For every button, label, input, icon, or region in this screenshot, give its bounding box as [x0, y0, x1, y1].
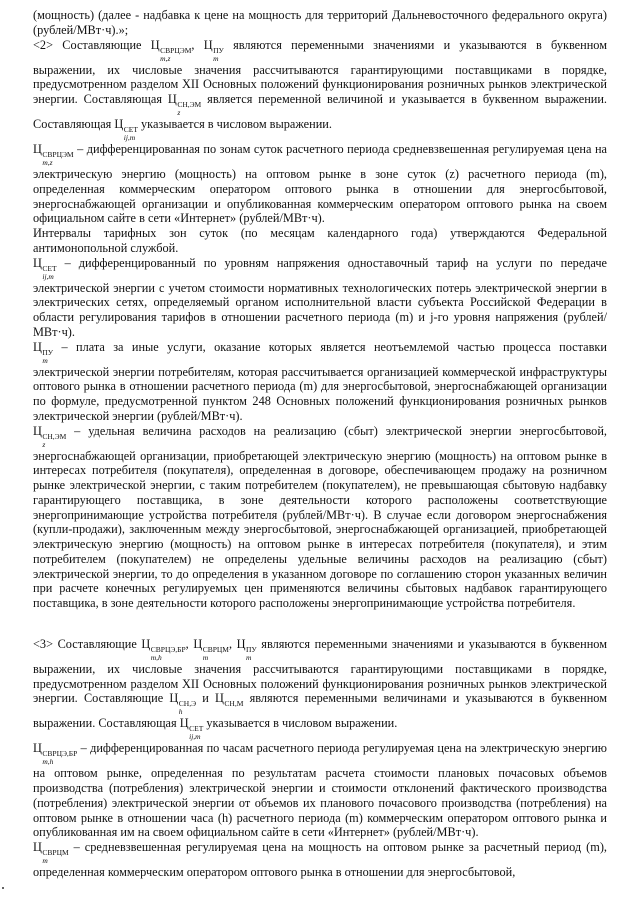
paragraph-continuation: (мощность) (далее - надбавка к цене на мощность для территорий Дальневосточного федерального округа) (рублей/МВт·ч).»; — [33, 8, 607, 37]
note-3-paragraph — [33, 637, 607, 742]
symbol-index: СВРЦМ m — [202, 644, 229, 662]
symbol-index: СН,Э h — [178, 699, 197, 717]
symbol-letter: Ц — [33, 142, 42, 156]
symbol-index: СЕТ ij,m — [123, 125, 138, 142]
symbol-index: СВРЦЭМ m,z — [160, 45, 192, 63]
note-3-text-e: и Ц — [196, 691, 224, 706]
note-2-text-a: <2> Составляющие Ц — [33, 37, 160, 52]
definition-set — [33, 256, 607, 340]
symbol-letter: Ц — [33, 423, 42, 438]
definition-svrce-br — [33, 741, 607, 840]
definition-sn-em — [33, 424, 607, 611]
symbol-index: ПУ m — [246, 644, 257, 662]
note-2-text-b: , Ц — [191, 37, 213, 52]
scan-speck — [2, 887, 4, 889]
note-2-text-c: являются переменными значениями и указываются в буквенном выражении, их числовые значения рассчитываются гарантирующими поставщиками в порядке, предусмотренном разделом XII Основных положений функционирования розничных рынков электрической энергии. Составляющая Ц — [33, 37, 608, 106]
definition-text: – дифференцированный по уровням напряжения одноставочный тариф на услуги по передаче электрической энергии с учетом стоимости нормативных технологических потерь электрической энергии в электрических сетях, определяемый органом исполнительной власти субъекта Российской Федерации в области регулирования тарифов в отношении расчетного периода (m) и j-го уровня напряжения (рублей/МВт·ч). — [33, 255, 607, 339]
symbol-letter: Ц — [33, 255, 42, 270]
symbol-index: СВРЦЭМ m,z — [42, 150, 74, 167]
definition-text: – дифференцированная по зонам суток расчетного периода средневзвешенная регулируемая цена на электрическую энергию (мощность) на оптовом рынке в зоне суток (z) расчетного периода (m), определенная коммерческим оператором оптового рынка в отношении для энергосбытовой, энергоснабжающей организации и опубликованная коммерческим оператором оптового рынка на своем официальном сайте в сети «Интернет» (рублей/МВт·ч). — [33, 142, 607, 226]
note-2-paragraph — [33, 38, 607, 143]
note-3-text-a: <3> Составляющие Ц — [33, 636, 151, 651]
note-3-text-c: , Ц — [228, 636, 246, 651]
note-3-text-g: указывается в числовом выражении. — [203, 716, 398, 731]
symbol-index: СН,ЭМ z — [177, 100, 202, 117]
symbol-index: СН,М — [224, 699, 244, 709]
symbol-letter: Ц — [33, 840, 42, 854]
definition-svrcm — [33, 840, 607, 880]
note-2-text-d: является переменной величиной и указывается в буквенном выражении. Составляющая Ц — [33, 92, 608, 131]
note-3-text-b: , Ц — [185, 636, 203, 651]
document-page — [33, 8, 607, 880]
definition-text: – средневзвешенная регулируемая цена на мощность на оптовом рынке за расчетный период (m), определенная коммерческим оператором оптового рынка в отношении для энергосбытовой, — [33, 840, 607, 879]
definition-text: – дифференцированная по часам расчетного периода регулируемая цена на электрическую энергию на оптовом рынке, определенная по результатам расчета стоимости плановых почасовых объемов производства (потребления) электрической энергии и стоимости отклонений фактического производства (потребления) электрической энергии от объемов их планового почасового производства (потребления) на оптовом рынке в отношении часа (h) расчетного периода (m) коммерческим оператором оптового рынка и опубликованная им на своем официальном сайте в сети «Интернет» (рублей/МВт·ч). — [33, 741, 607, 840]
note-3-text-d: являются переменными значениями и указываются в буквенном выражении, их числовые значения рассчитываются гарантирующими поставщиками в порядке, предусмотренном разделом XII Основных положений функционирования розничных рынков электрической энергии. Составляющие Ц — [33, 636, 607, 706]
symbol-letter: Ц — [33, 339, 42, 354]
symbol-index: СЕТ ij,m — [42, 263, 57, 281]
symbol-index: СН,ЭМ z — [42, 431, 67, 449]
symbol-index: ПУ m — [42, 347, 54, 365]
symbol-index: СВРЦЭ,БР m,h — [150, 644, 186, 662]
note-3-text-f: являются переменными величинами и указываются в буквенном выражении. Составляющая Ц — [33, 691, 607, 731]
definition-svrcem — [33, 142, 607, 226]
symbol-index: СВРЦМ m — [42, 848, 69, 865]
symbol-index: СВРЦЭ,БР m,h — [42, 749, 78, 767]
section-gap — [33, 611, 607, 637]
definition-text: – удельная величина расходов на реализацию (сбыт) электрической энергии энергосбытовой, энергоснабжающей организации, приобретающей электрическую энергию (мощность) на оптовом рынке в интересах потребителя (покупателя), определенная в договоре, обеспечивающем продажу на розничном рынке электрической энергии, с таким потребителем (покупателем), не превышающая сбытовую надбавку гарантирующего поставщика, в зоне деятельности которого расположены соответствующие энергопринимающие устройства потребителя (рублей/МВт·ч). В случае если договором энергоснабжения (купли-продажи), заключенным между энергосбытовой, энергоснабжающей организацией, приобретающей электрическую энергию (мощность) на оптовом рынке в интересах потребителя (покупателя), и этим потребителем (покупателем) не определены удельные величины расходов на реализацию (сбыт) электрической энергии, то до определения в указанном договоре по соглашению сторон указанных величин при расчете конечных регулируемых цен применяются величины сбытовых надбавок гарантирующего поставщика, в зоне деятельности которого расположены энергопринимающие устройства потребителя. — [33, 423, 607, 610]
symbol-letter: Ц — [33, 741, 42, 756]
definition-pu — [33, 340, 607, 424]
tariff-zones-paragraph: Интервалы тарифных зон суток (по месяцам календарного года) утверждаются Федеральной антимонопольной службой. — [33, 226, 607, 255]
symbol-index: СЕТ ij,m — [189, 724, 204, 742]
symbol-index: ПУ m — [213, 45, 224, 63]
note-2-text-e: указывается в числовом выражении. — [137, 117, 332, 131]
definition-text: – плата за иные услуги, оказание которых является неотъемлемой частью процесса поставки электрической энергии потребителям, которая рассчитывается организацией коммерческой инфраструктуры оптового рынка в отношении расчетного периода (m) для энергосбытовой, энергоснабжающей организации по формуле, предусмотренной пунктом 248 Основных положений функционирования розничных рынков электрической энергии (рублей/МВт·ч). — [33, 339, 607, 423]
